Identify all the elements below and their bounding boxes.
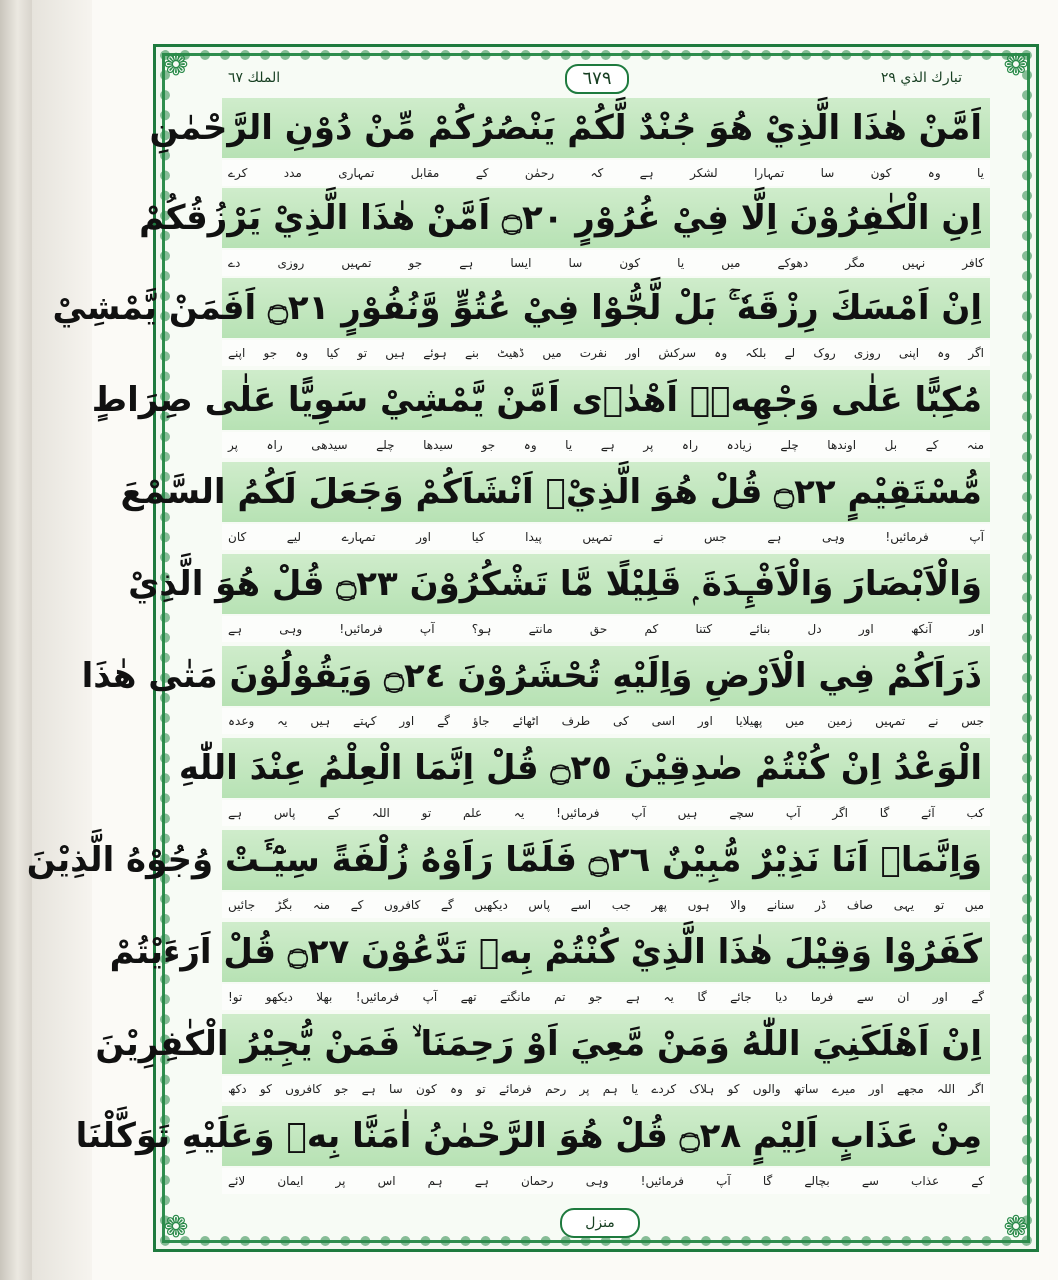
book-spine bbox=[0, 0, 32, 1280]
translation-line: یا وہ کون سا تمہارا لشکر ہے کہ رحمٰن کے مقابل تمہاری مدد کرے bbox=[222, 160, 990, 186]
translation-line: اگر وہ اپنی روزی روک لے بلکہ وہ سرکش اور نفرت میں ڈھیٹ بنے ہوئے ہیں تو کیا وہ جو اپنے bbox=[222, 340, 990, 366]
translation-line: کافر نہیں مگر دھوکے میں یا کون سا ایسا ہے جو تمہیں روزی دے bbox=[222, 250, 990, 276]
verse-line: اَمَّنْ هٰذَا الَّذِيْ هُوَ جُنْدٌ لَّكُمْ يَنْصُرُكُمْ مِّنْ دُوْنِ الرَّحْمٰنِ bbox=[222, 98, 990, 158]
verse-line: مُكِبًّا عَلٰى وَجْهِهٖۤ اَهْدٰۤى اَمَّنْ يَّمْشِيْ سَوِيًّا عَلٰى صِرَاطٍ bbox=[222, 370, 990, 430]
surah-label: الملك ٦٧ bbox=[228, 70, 281, 86]
verse-line: ذَرَاَكُمْ فِي الْاَرْضِ وَاِلَيْهِ تُحْشَرُوْنَ ۝٢٤ وَيَقُوْلُوْنَ مَتٰى هٰذَا bbox=[222, 646, 990, 706]
corner-ornament-icon: ❁ bbox=[163, 1210, 189, 1245]
corner-ornament-icon: ❁ bbox=[1003, 48, 1029, 83]
juz-label: تبارك الذي ٢٩ bbox=[880, 70, 962, 86]
translation-line: اور آنکھ اور دل بنائے کتنا کم حق مانتے ہو؟ آپ فرمائیں! وہی ہے bbox=[222, 616, 990, 642]
translation-line: گے اور ان سے فرما دیا جائے گا یہ ہے جو تم مانگتے تھے آپ فرمائیں! بھلا دیکھو تو! bbox=[222, 984, 990, 1010]
translation-line: جس نے تمہیں زمین میں پھیلایا اور اسی کی طرف اٹھائے جاؤ گے اور کہتے ہیں یہ وعدہ bbox=[222, 708, 990, 734]
verse-line: مِنْ عَذَابٍ اَلِيْمٍ ۝٢٨ قُلْ هُوَ الرَّحْمٰنُ اٰمَنَّا بِهٖ وَعَلَيْهِ تَوَكَّلْنَا bbox=[222, 1106, 990, 1166]
verse-line: الْوَعْدُ اِنْ كُنْتُمْ صٰدِقِيْنَ ۝٢٥ قُلْ اِنَّمَا الْعِلْمُ عِنْدَ اللّٰهِ bbox=[222, 738, 990, 798]
verse-line: اِنْ اَهْلَكَنِيَ اللّٰهُ وَمَنْ مَّعِيَ اَوْ رَحِمَنَا ۙ فَمَنْ يُّجِيْرُ الْكٰفِرِيْنَ bbox=[222, 1014, 990, 1074]
translation-line: آپ فرمائیں! وہی ہے جس نے تمہیں پیدا کیا اور تمہارے لیے کان bbox=[222, 524, 990, 550]
book-gutter bbox=[32, 0, 92, 1280]
corner-ornament-icon: ❁ bbox=[1003, 1210, 1029, 1245]
verse-line: اِنْ اَمْسَكَ رِزْقَهٗ ۚ بَلْ لَّجُّوْا فِيْ عُتُوٍّ وَّنُفُوْرٍ ۝٢١ اَفَمَنْ يَّمْشِيْ bbox=[222, 278, 990, 338]
translation-line: کے عذاب سے بچالے گا آپ فرمائیں! وہی رحمان ہے ہم اس پر ایمان لائے bbox=[222, 1168, 990, 1194]
manzil-marker: منزل bbox=[560, 1208, 640, 1238]
page-content bbox=[26, 98, 990, 1208]
verse-line: كَفَرُوْا وَقِيْلَ هٰذَا الَّذِيْ كُنْتُمْ بِهٖ تَدَّعُوْنَ ۝٢٧ قُلْ اَرَءَيْتُمْ bbox=[222, 922, 990, 982]
verse-line: اِنِ الْكٰفِرُوْنَ اِلَّا فِيْ غُرُوْرٍ ۝٢٠ اَمَّنْ هٰذَا الَّذِيْ يَرْزُقُكُمْ bbox=[222, 188, 990, 248]
page-header bbox=[200, 62, 990, 96]
translation-line: منہ کے بل اوندھا چلے زیادہ راہ پر ہے یا وہ جو سیدھا چلے سیدھی راہ پر bbox=[222, 432, 990, 458]
verse-line: وَالْاَبْصَارَ وَالْاَفْـِٕدَةَ ۭ قَلِيْلًا مَّا تَشْكُرُوْنَ ۝٢٣ قُلْ هُوَ الَّذِيْ bbox=[222, 554, 990, 614]
translation-line: میں تو یہی صاف ڈر سنانے والا ہوں پھر جب اسے پاس دیکھیں گے کافروں کے منہ بگڑ جائیں bbox=[222, 892, 990, 918]
translation-line: کب آئے گا اگر آپ سچے ہیں آپ فرمائیں! یہ علم تو اللہ کے پاس ہے bbox=[222, 800, 990, 826]
page-number: ٦٧٩ bbox=[565, 64, 629, 94]
translation-line: اگر اللہ مجھے اور میرے ساتھ والوں کو ہلاک کردے یا ہم پر رحم فرمائے تو وہ کون سا ہے جو کافروں کو دکھ bbox=[222, 1076, 990, 1102]
corner-ornament-icon: ❁ bbox=[163, 48, 189, 83]
verse-line: مُّسْتَقِيْمٍ ۝٢٢ قُلْ هُوَ الَّذِيْۤ اَنْشَاَكُمْ وَجَعَلَ لَكُمُ السَّمْعَ bbox=[222, 462, 990, 522]
verse-line: وَاِنَّمَاۤ اَنَا نَذِيْرٌ مُّبِيْنٌ ۝٢٦ فَلَمَّا رَاَوْهُ زُلْفَةً سِيْٓـَٔتْ وُجُوْهُ الَّذِيْنَ bbox=[222, 830, 990, 890]
